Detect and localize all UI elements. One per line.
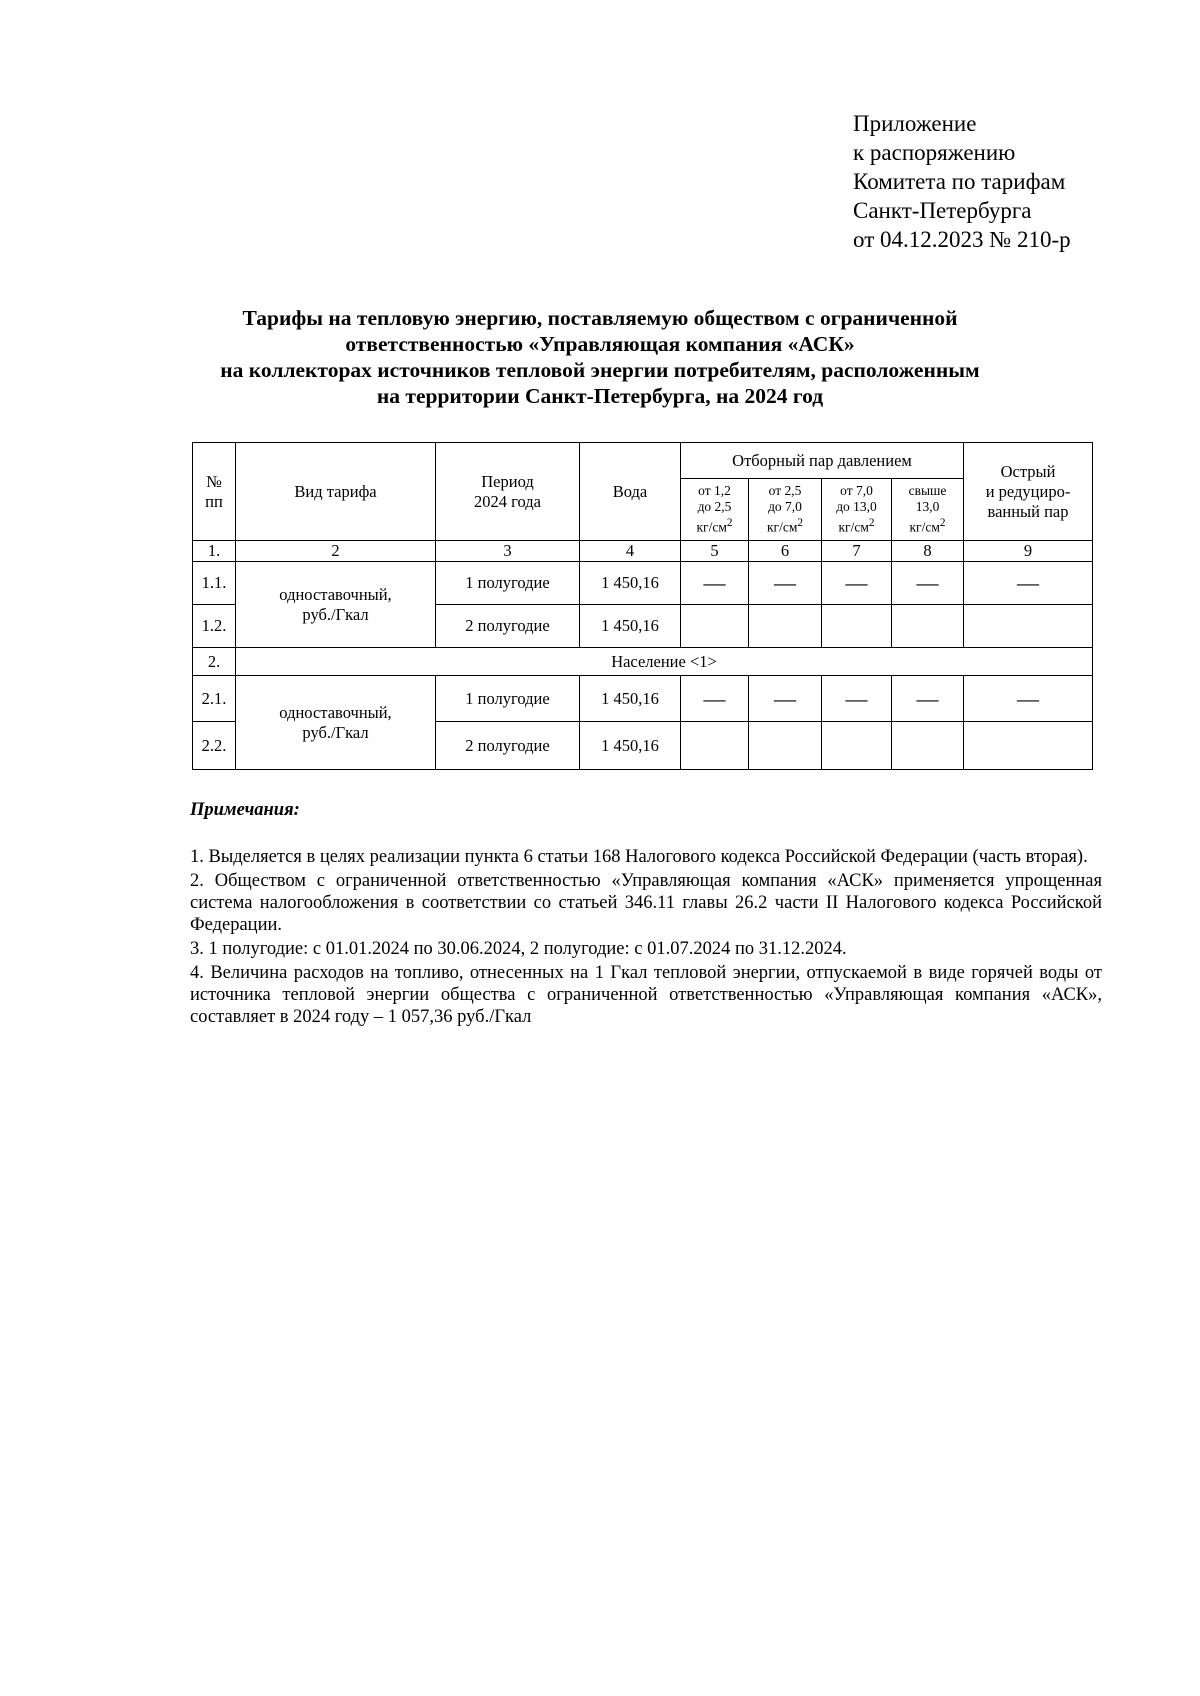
header-num-line: № xyxy=(206,471,222,491)
header-row xyxy=(193,443,1093,479)
steam-dash-cell: — xyxy=(892,562,964,605)
header-tariff-type: Вид тарифа xyxy=(236,443,436,541)
water-cell: 1 450,16 xyxy=(580,676,681,722)
row-num: 1.2. xyxy=(193,605,236,648)
steam-dash-cell: — xyxy=(892,676,964,722)
empty-cell xyxy=(964,722,1093,770)
sharp-dash-cell: — xyxy=(964,676,1093,722)
header-period-line: 2024 года xyxy=(474,491,541,511)
tariff-type-line: одноставочный, xyxy=(279,702,392,722)
appendix-block xyxy=(853,109,1071,254)
header-sharp-steam xyxy=(964,443,1093,541)
col-number: 1. xyxy=(193,541,236,562)
header-steam-2 xyxy=(749,479,822,541)
header-num xyxy=(193,443,236,541)
steam-line: до 7,0 xyxy=(768,499,802,515)
col-number: 8 xyxy=(892,541,964,562)
tariff-type-line: руб./Гкал xyxy=(302,722,369,742)
empty-cell xyxy=(681,722,749,770)
col-number: 7 xyxy=(822,541,892,562)
unit-text: кг/см xyxy=(766,519,798,535)
steam-line: свыше xyxy=(908,483,947,499)
period-cell: 2 полугодие xyxy=(436,605,580,648)
section-row xyxy=(193,648,1093,676)
steam-unit xyxy=(824,515,889,536)
empty-cell xyxy=(822,722,892,770)
table-row xyxy=(193,676,1093,722)
title-line: на территории Санкт-Петербурга, на 2024 год xyxy=(376,384,824,408)
note-item: 2. Обществом с ограниченной ответственностью «Управляющая компания «АСК» применяется упрощенная система налогообложения в соответствии со статьей 346.11 главы 26.2 части II Налогового кодекса Российской Федерации. xyxy=(190,871,1102,935)
sharp-dash-cell: — xyxy=(964,562,1093,605)
appendix-line: от 04.12.2023 № 210-р xyxy=(853,227,1071,252)
unit-sup: 2 xyxy=(797,517,803,530)
empty-cell xyxy=(749,722,822,770)
header-steam-1 xyxy=(681,479,749,541)
col-number: 5 xyxy=(681,541,749,562)
row-num: 2. xyxy=(193,648,236,676)
col-number: 4 xyxy=(580,541,681,562)
steam-line: от 1,2 xyxy=(698,483,731,499)
empty-cell xyxy=(892,722,964,770)
appendix-line: Приложение xyxy=(853,111,977,136)
header-steam-3 xyxy=(822,479,892,541)
empty-cell xyxy=(749,605,822,648)
section-label: Население <1> xyxy=(236,648,1093,676)
row-num: 2.1. xyxy=(193,676,236,722)
table-row xyxy=(193,562,1093,605)
period-cell: 1 полугодие xyxy=(436,676,580,722)
header-sharp-line: ванный пар xyxy=(987,501,1069,521)
note-item: 1. Выделяется в целях реализации пункта 6 статьи 168 Налогового кодекса Российской Федерации (часть вторая). xyxy=(190,847,1088,867)
header-steam-4 xyxy=(892,479,964,541)
steam-dash-cell: — xyxy=(822,676,892,722)
tariff-type-line: руб./Гкал xyxy=(302,604,369,624)
title-line: Тарифы на тепловую энергию, поставляемую обществом с ограниченной xyxy=(242,306,958,330)
col-number: 2 xyxy=(236,541,436,562)
col-number: 9 xyxy=(964,541,1093,562)
steam-dash-cell: — xyxy=(822,562,892,605)
steam-unit xyxy=(683,515,746,536)
header-period-line: Период xyxy=(481,471,534,491)
tariffs-table xyxy=(192,442,1093,770)
unit-sup: 2 xyxy=(939,517,946,530)
empty-cell xyxy=(822,605,892,648)
steam-line: до 13,0 xyxy=(836,499,877,515)
notes-title: Примечания: xyxy=(190,800,300,820)
appendix-line: Санкт-Петербурга xyxy=(853,198,1032,223)
col-number: 6 xyxy=(749,541,822,562)
unit-text: кг/см xyxy=(838,519,869,535)
appendix-line: к распоряжению xyxy=(853,140,1016,165)
appendix-line: Комитета по тарифам xyxy=(853,169,1066,194)
steam-dash-cell: — xyxy=(681,676,749,722)
row-num: 2.2. xyxy=(193,722,236,770)
tariff-type-line: одноставочный, xyxy=(279,584,392,604)
tariff-type-cell xyxy=(236,676,436,770)
steam-unit xyxy=(751,515,819,536)
header-period xyxy=(436,443,580,541)
empty-cell xyxy=(892,605,964,648)
steam-line: 13,0 xyxy=(915,499,940,515)
water-cell: 1 450,16 xyxy=(580,722,681,770)
header-sharp-line: Острый xyxy=(1000,461,1056,481)
header-sharp-line: и редуциро- xyxy=(985,481,1071,501)
note-item: 4. Величина расходов на топливо, отнесенных на 1 Гкал тепловой энергии, отпускаемой в виде горячей воды от источника тепловой энергии общества с ограниченной ответственностью «Управляющая компания «АСК», составляет в 2024 году – 1 057,36 руб./Гкал xyxy=(190,963,1102,1027)
column-number-row xyxy=(193,541,1093,562)
notes-list xyxy=(190,846,1102,1030)
steam-dash-cell: — xyxy=(749,676,822,722)
period-cell: 1 полугодие xyxy=(436,562,580,605)
steam-line: от 2,5 xyxy=(768,483,802,499)
title-line: ответственностью «Управляющая компания «АСК» xyxy=(345,332,855,356)
water-cell: 1 450,16 xyxy=(580,562,681,605)
steam-dash-cell: — xyxy=(749,562,822,605)
row-num: 1.1. xyxy=(193,562,236,605)
unit-sup: 2 xyxy=(726,517,733,530)
header-steam-group: Отборный пар давлением xyxy=(681,443,964,479)
header-num-line: пп xyxy=(205,491,223,511)
unit-text: кг/см xyxy=(909,519,940,535)
title-line: на коллекторах источников тепловой энергии потребителям, расположенным xyxy=(220,358,980,382)
col-number: 3 xyxy=(436,541,580,562)
empty-cell xyxy=(964,605,1093,648)
steam-unit xyxy=(894,515,961,536)
steam-line: от 7,0 xyxy=(840,483,873,499)
note-item: 3. 1 полугодие: с 01.01.2024 по 30.06.2024, 2 полугодие: с 01.07.2024 по 31.12.2024. xyxy=(190,939,847,959)
unit-text: кг/см xyxy=(696,519,727,535)
water-cell: 1 450,16 xyxy=(580,605,681,648)
steam-line: до 2,5 xyxy=(697,499,732,515)
unit-sup: 2 xyxy=(868,517,875,530)
empty-cell xyxy=(681,605,749,648)
document-title xyxy=(150,305,1050,409)
tariff-type-cell xyxy=(236,562,436,648)
header-water: Вода xyxy=(580,443,681,541)
steam-dash-cell: — xyxy=(681,562,749,605)
period-cell: 2 полугодие xyxy=(436,722,580,770)
